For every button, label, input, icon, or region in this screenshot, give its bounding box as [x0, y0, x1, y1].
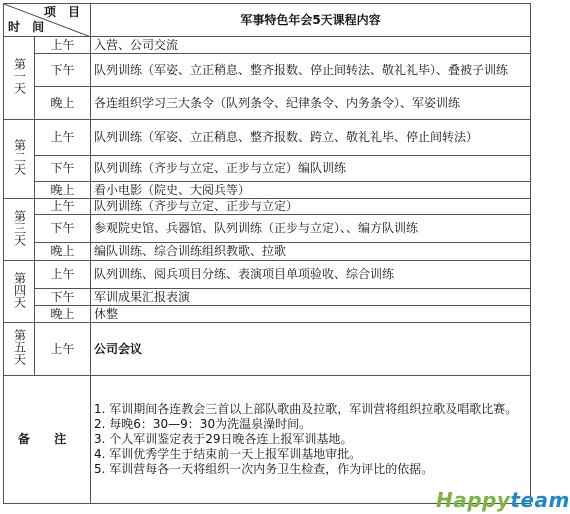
note-item: 5. 军训营每各一天将组织一次内务卫生检查，作为评比的依据。	[94, 462, 434, 476]
content-cell: 队列训练（齐步与立定、正步与立定）	[91, 199, 531, 215]
corner-header-cell	[4, 4, 91, 37]
day-text: 第四天	[12, 271, 27, 308]
corner-label-time: 时 间	[8, 20, 49, 34]
content-cell: 休整	[91, 306, 531, 323]
content-cell: 公司会议	[91, 323, 531, 376]
note-item: 3. 个人军训鉴定表于29日晚各连上报军训基地。	[94, 432, 353, 446]
table-row	[4, 120, 531, 156]
day-label-1	[4, 37, 35, 120]
day-label-2	[4, 120, 35, 199]
slot-cell: 下午	[35, 215, 91, 243]
table-row	[4, 323, 531, 376]
notes-cell	[91, 376, 531, 504]
table-row	[4, 182, 531, 199]
slot-cell: 晚上	[35, 306, 91, 323]
content-cell: 各连组织学习三大条令（队列条令、纪律条令、内务条令）、军姿训练	[91, 87, 531, 120]
table-row	[4, 37, 531, 54]
slot-cell: 晚上	[35, 243, 91, 261]
day-label-4	[4, 261, 35, 323]
slot-cell: 下午	[35, 54, 91, 87]
slot-cell: 上午	[35, 199, 91, 215]
table-row	[4, 289, 531, 306]
day-text: 第二天	[12, 139, 27, 175]
logo-part-1: Happy	[436, 488, 511, 512]
content-cell: 队列训练、阅兵项目分练、表演项目单项验收、综合训练	[91, 261, 531, 289]
content-cell: 编队训练、综合训练组织教歌、拉歌	[91, 243, 531, 261]
content-cell: 参观院史馆、兵器馆、队列训练（正步与立定）、、编方队训练	[91, 215, 531, 243]
slot-cell: 上午	[35, 120, 91, 156]
slot-cell: 上午	[35, 323, 91, 376]
table-row	[4, 156, 531, 182]
table-row	[4, 261, 531, 289]
table-row	[4, 243, 531, 261]
header-row	[4, 4, 531, 37]
content-cell: 队列训练（军姿、立正稍息、整齐报数、停止间转法、敬礼礼毕）、叠被子训练	[91, 54, 531, 87]
content-cell: 队列训练（军姿、立正稍息、整齐报数、跨立、敬礼礼毕、停止间转法）	[91, 120, 531, 156]
day-text: 第五天	[12, 329, 27, 365]
day-text: 第一天	[12, 58, 27, 94]
slot-cell: 上午	[35, 261, 91, 289]
day-label-5	[4, 323, 35, 376]
note-item: 1. 军训期间各连教会三首以上部队歌曲及拉歌，军训营将组织拉歌及唱歌比赛。	[94, 402, 518, 416]
logo-part-2: team	[510, 488, 570, 512]
table-row	[4, 199, 531, 215]
content-cell: 看小电影（院史、大阅兵等）	[91, 182, 531, 199]
content-cell: 队列训练（齐步与立定、正步与立定）编队训练	[91, 156, 531, 182]
day-text: 第三天	[12, 209, 27, 246]
content-cell: 军训成果汇报表演	[91, 289, 531, 306]
slot-cell: 下午	[35, 289, 91, 306]
table-title: 军事特色年会5天课程内容	[91, 4, 531, 37]
note-item: 2. 每晚6：30—9：30为洗温泉澡时间。	[94, 417, 312, 431]
slot-cell: 晚上	[35, 87, 91, 120]
slot-cell: 下午	[35, 156, 91, 182]
happyteam-logo	[436, 488, 570, 512]
slot-cell: 上午	[35, 37, 91, 54]
note-item: 4. 军训优秀学生于结束前一天上报军训基地审批。	[94, 447, 362, 461]
table-row	[4, 54, 531, 87]
table-row	[4, 215, 531, 243]
table-row	[4, 87, 531, 120]
notes-label: 备 注	[4, 376, 91, 504]
slot-cell: 晚上	[35, 182, 91, 199]
corner-label-project: 项 目	[43, 5, 84, 19]
notes-row	[4, 376, 531, 504]
schedule-table	[3, 3, 531, 504]
table-row	[4, 306, 531, 323]
content-cell: 入营、公司交流	[91, 37, 531, 54]
day-label-3	[4, 199, 35, 261]
